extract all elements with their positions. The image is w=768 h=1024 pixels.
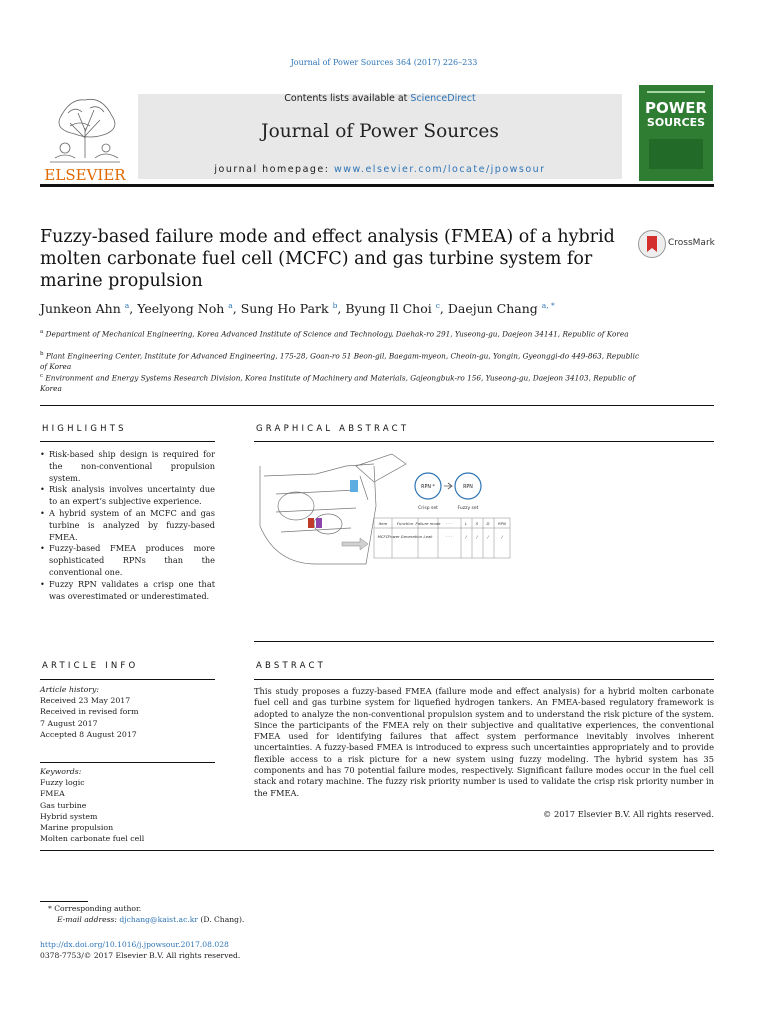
contents-line (138, 93, 622, 104)
history-line: Accepted 8 August 2017 (40, 729, 137, 739)
highlight-item: • A hybrid system of an MCFC and gas turbine is analyzed by fuzzy-based FMEA. (40, 508, 215, 543)
affiliation-mark: b (40, 351, 44, 357)
bottom-rule (40, 850, 714, 851)
email-label: E-mail address: (57, 915, 120, 924)
affiliation-marker[interactable]: c (435, 301, 440, 310)
affiliation-text: Environment and Energy Systems Research Division, Korea Institute of Machinery and Materials, Gajeongbuk-ro 156, Yuseong-gu, Daejeon 34103, Republic of Korea (40, 373, 636, 394)
table-cell: / (501, 534, 503, 539)
abstract-rule (254, 679, 714, 680)
email-link[interactable]: djchang@kaist.ac.kr (119, 915, 198, 924)
crossmark-label: CrossMark (668, 238, 715, 248)
table-header: Item (378, 521, 388, 526)
table-cell: · · · (445, 534, 453, 539)
footnote-rule (40, 901, 88, 902)
author-name[interactable]: Daejun Chang (447, 301, 538, 317)
table-cell: / (476, 534, 478, 539)
affiliation-marker[interactable]: a, * (541, 301, 555, 310)
journal-name: Journal of Power Sources (261, 121, 499, 142)
table-cell: MCFC (377, 534, 389, 539)
affiliation-text: Department of Mechanical Engineering, Korea Advanced Institute of Science and Technology, Daehak-ro 291, Yuseong-gu, Daejeon 34141, Republic of Korea (45, 329, 629, 339)
rpn-crisp-label: RPN * (421, 485, 435, 490)
journal-citation-link[interactable]: Journal of Power Sources 364 (2017) 226–233 (290, 58, 478, 67)
corresponding-author-note: * Corresponding author. (48, 904, 142, 913)
table-header: Function (396, 521, 414, 526)
section-rule (40, 405, 714, 406)
journal-cover-image (639, 85, 713, 181)
affiliation-b (40, 349, 640, 373)
abstract-copyright: © 2017 Elsevier B.V. All rights reserved. (543, 809, 714, 819)
homepage-line (138, 164, 622, 175)
crossmark-icon (637, 229, 667, 259)
keyword: Marine propulsion (40, 823, 114, 833)
highlight-item: • Fuzzy RPN validates a crisp one that was overestimated or underestimated. (40, 579, 215, 603)
highlight-item: • Risk-based ship design is required for the non-conventional propulsion system. (40, 449, 215, 484)
keyword: Molten carbonate fuel cell (40, 834, 145, 844)
abstract-text: This study proposes a fuzzy-based FMEA (failure mode and effect analysis) for a hybrid molten carbonate fuel cell and gas turbine system for liquefied hydrogen tankers. An FMEA-based regulatory framework is adopted to analyze the non-conventional propulsion system and to understand the risk picture of the system. Since the participants of the FMEA rely on their subjective and qualitative experiences, the conventional FMEA used for identifying failures that affect system performance inevitably involves inherent uncertainties. A fuzzy-based FMEA is introduced to express such uncertainties appropriately and to provide flexible access to a risk picture for a new system using fuzzy modeling. The hybrid system has 35 components and has 70 potential failure modes, respectively. Significant failure modes occur in the fuel cell stack and rotary machine. The fuzzy risk priority number is used to validate the crisp risk priority number in the FMEA. (254, 686, 714, 798)
author-name[interactable]: Byung Il Choi (345, 301, 432, 317)
contents-prefix: Contents lists available at (284, 93, 411, 104)
cover-word-sources: SOURCES (646, 116, 706, 129)
affiliation-text: Plant Engineering Center, Institute for Advanced Engineering, 175-28, Goan-ro 51 Beon-gil, Baegam-myeon, Cheoin-gu, Yongin, Gyeonggi-do 449-863, Republic of Korea (40, 351, 640, 372)
author-name[interactable]: Sung Ho Park (240, 301, 329, 317)
keyword: Gas turbine (40, 800, 87, 810)
table-cell: / (487, 534, 489, 539)
graphical-abstract-figure[interactable] (256, 446, 518, 570)
affiliation-marker[interactable]: b (332, 301, 338, 310)
homepage-prefix: journal homepage: (214, 164, 334, 175)
sciencedirect-link[interactable]: ScienceDirect (410, 93, 476, 104)
affiliation-marker[interactable]: a (228, 301, 233, 310)
keyword: Fuzzy logic (40, 778, 85, 788)
table-header: S (475, 521, 479, 526)
homepage-link[interactable]: www.elsevier.com/locate/jpowsour (334, 164, 546, 175)
highlights-rule (40, 441, 215, 442)
affiliation-mark: c (40, 373, 44, 379)
table-header: Failure mode (415, 521, 441, 526)
highlight-item: • Fuzzy-based FMEA produces more sophisticated RPNs than the conventional one. (40, 543, 215, 578)
crisp-set-label: Crisp set (418, 506, 438, 511)
history-line: 7 August 2017 (40, 718, 98, 728)
keyword: Hybrid system (40, 811, 98, 821)
affiliation-mark: a (40, 329, 44, 335)
header-rule (40, 184, 714, 187)
article-title: Fuzzy-based failure mode and effect analysis (FMEA) of a hybrid molten carbonate fuel cell (MCFC) and gas turbine system for marine propulsion (40, 227, 615, 291)
table-header: L (464, 521, 468, 526)
table-header: D (486, 521, 490, 526)
issn-line: 0378-7753/© 2017 Elsevier B.V. All rights reserved. (40, 951, 241, 960)
table-cell: Power Generation (387, 534, 423, 539)
article-history (40, 684, 220, 740)
keywords-rule (40, 762, 215, 763)
cover-word-power: POWER (644, 99, 708, 117)
keywords-block (40, 766, 220, 844)
history-line: Received in revised form (40, 707, 139, 717)
graphical-abstract-bottom-rule (254, 641, 714, 642)
ship-system-diagram (256, 446, 518, 570)
affiliation-c (40, 371, 640, 395)
author-name[interactable]: Yeelyong Noh (137, 301, 225, 317)
history-label: Article history: (40, 685, 100, 694)
publisher-wordmark: ELSEVIER (44, 166, 126, 184)
highlights-heading: HIGHLIGHTS (42, 424, 127, 434)
affiliation-marker[interactable]: a (124, 301, 130, 310)
email-note (57, 915, 244, 924)
keywords-label: Keywords: (40, 767, 82, 776)
fuzzy-set-label: Fuzzy set (457, 506, 479, 511)
author-list: Junkeon Ahn $^a$, Yeelyong Noh $^a$, Sung Ho Park $^b$, Byung Il Choi $^c$, Daejun Chang $^{a, *}$ (40, 301, 555, 317)
table-cell: / (465, 534, 467, 539)
crossmark-button[interactable] (637, 229, 719, 259)
graphical-abstract-heading: GRAPHICAL ABSTRACT (256, 424, 410, 434)
article-info-heading: ARTICLE INFO (42, 661, 139, 671)
rpn-fuzzy-label: RPN (463, 485, 473, 490)
highlight-item: • Risk analysis involves uncertainty due to an expert’s subjective experience. (40, 484, 215, 508)
email-suffix: (D. Chang). (197, 915, 245, 924)
abstract-heading: ABSTRACT (256, 661, 327, 671)
doi-link[interactable]: http://dx.doi.org/10.1016/j.jpowsour.2017.08.028 (40, 940, 229, 949)
history-line: Received 23 May 2017 (40, 696, 131, 706)
elsevier-logo (40, 88, 130, 184)
highlights-list (40, 449, 215, 602)
graphical-abstract-rule (254, 441, 714, 442)
author-name[interactable]: Junkeon Ahn (40, 301, 121, 317)
article-info-rule (40, 679, 215, 680)
affiliation-a (40, 327, 640, 340)
keyword: FMEA (40, 789, 65, 799)
table-cell: Leak (423, 534, 433, 539)
table-header: · · · (445, 521, 453, 526)
table-header: RPN (498, 521, 506, 526)
